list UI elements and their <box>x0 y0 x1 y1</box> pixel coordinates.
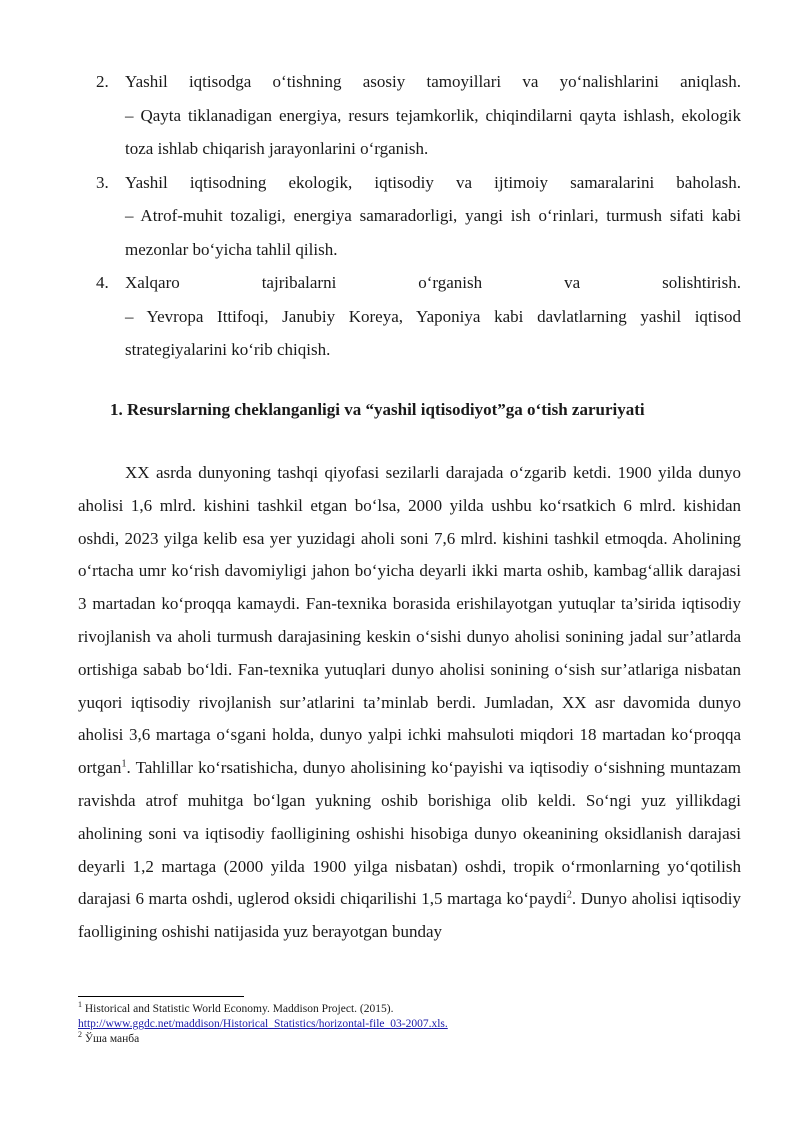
section-heading: 1. Resurslarning cheklanganligi va “yashil iqtisodiyot”ga o‘tish zaruriyati <box>110 400 645 419</box>
body-text: . Tahlillar ko‘rsatishicha, dunyo aholisining ko‘payishi va iqtisodiy o‘sishning muntazam ravishda atrof muhitga bo‘lgan yukning oshib borishiga olib keldi. So‘ngi yuz yillikdagi aholining soni va iqtisodiy faolligining oshishi hisobiga dunyo okeanining oksidlanish darajasi deyarli 1,2 martaga (2000 yilda 1900 yilga nisbatan) oshdi, tropik o‘rmonlarning yo‘qotilish darajasi 6 marta oshdi, uglerod oksidi chiqarilishi 1,5 martaga ko‘paydi <box>78 758 741 909</box>
footnote-marker: 1 <box>78 1000 82 1010</box>
objectives-list <box>96 65 741 367</box>
list-item-lead: Xalqaro tajribalarni o‘rganish va solishtirish. <box>125 273 741 292</box>
list-item <box>96 166 741 267</box>
list-item <box>96 65 741 166</box>
body-text: . Dunyo aholisi iqtisodiy faolligining oshishi natijasida yuz berayotgan bunday <box>78 889 741 942</box>
footnote-separator <box>78 996 244 997</box>
footnote-link[interactable]: http://www.ggdc.net/maddison/Historical_Statistics/horizontal-file_03-2007.xls. <box>78 1018 448 1030</box>
list-item-detail: – Yevropa Ittifoqi, Janubiy Koreya, Yaponiya kabi davlatlarning yashil iqtisod strategiyalarini ko‘rib chiqish. <box>125 306 741 359</box>
list-item-lead: Yashil iqtisodga o‘tishning asosiy tamoyillari va yo‘nalishlarini aniqlash. <box>125 72 741 91</box>
footnote-ref-2[interactable]: 2 <box>566 889 572 901</box>
body-text: XX asrda dunyoning tashqi qiyofasi sezilarli darajada o‘zgarib ketdi. 1900 yilda dunyo aholisi 1,6 mlrd. kishini tashkil etgan bo‘lsa, 2000 yilda ushbu ko‘rsatkich 6 mlrd. kishidan oshdi, 2023 yilga kelib esa yer yuzidagi aholi soni 7,6 mlrd. kishini tashkil etmoqda. Aholining o‘rtacha umr ko‘rish davomiyligi jahon bo‘yicha deyarli ikki marta oshib, kambag‘allik darajasi 3 martadan ko‘proqqa kamaydi. Fan-texnika borasida erishilayotgan yutuqlar ta’sirida iqtisodiy rivojlanish va aholi turmush darajasining keskin o‘sishi dunyo aholisi sonining jadal sur’atlarda ortishiga sabab bo‘ldi. Fan-texnika yutuqlari dunyo aholisi sonining o‘sish sur’atlariga nisbatan yuqori iqtisodiy rivojlanish sur’atlarini ta’minlab berdi. Jumladan, XX asr davomida dunyo aholisi 3,6 martaga o‘sgani holda, dunyo yalpi ichki mahsuloti miqdori 18 martadan ko‘proqqa ortgan <box>78 463 741 778</box>
footnote-text: Historical and Statistic World Economy. Maddison Project. (2015). <box>82 1003 394 1015</box>
list-item-detail: – Atrof-muhit tozaligi, energiya samaradorligi, yangi ish o‘rinlari, turmush sifati kabi mezonlar bo‘yicha tahlil qilish. <box>125 206 741 259</box>
footnote-2 <box>78 1032 738 1047</box>
footnote-text: Ўша манба <box>82 1033 140 1045</box>
list-item-number: 4. <box>96 273 109 292</box>
footnote-1 <box>78 1002 738 1017</box>
footnotes <box>78 1002 738 1047</box>
body-paragraph <box>78 457 741 949</box>
footnote-marker: 2 <box>78 1030 82 1040</box>
list-item-number: 2. <box>96 72 109 91</box>
list-item-lead: Yashil iqtisodning ekologik, iqtisodiy va ijtimoiy samaralarini baholash. <box>125 172 741 192</box>
list-item-number: 3. <box>96 172 109 192</box>
list-item-detail: – Qayta tiklanadigan energiya, resurs tejamkorlik, chiqindilarni qayta ishlash, ekologik toza ishlab chiqarish jarayonlarini o‘rganish. <box>125 105 741 158</box>
footnote-ref-1[interactable]: 1 <box>121 758 127 770</box>
list-item <box>96 266 741 367</box>
